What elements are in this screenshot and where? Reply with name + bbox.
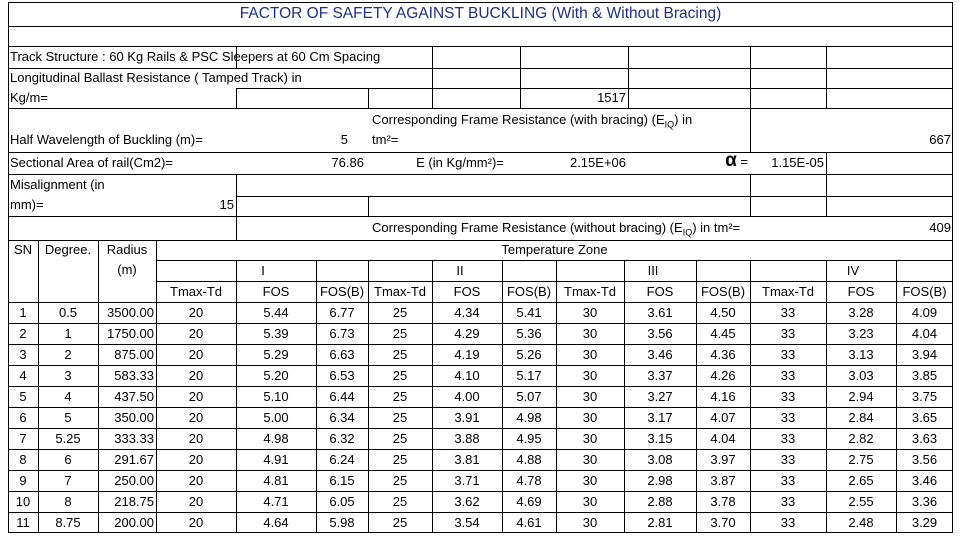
radius-cell: 333.33 [114,431,154,446]
grid-line [8,216,953,217]
sn-cell: 6 [19,410,27,425]
zone3-fos-cell: 3.37 [647,368,673,383]
zone3-fosb-cell: 4.36 [710,347,736,362]
degree-cell: 1 [64,326,72,341]
zone1-tmax-cell: 20 [188,473,204,488]
zone1-tmax-cell: 20 [188,431,204,446]
zone4-fosb-cell: 4.04 [911,326,938,341]
zone4-fosb-cell: 3.85 [911,368,938,383]
sn-cell: 11 [16,515,30,530]
zone3-tmax-cell: 30 [582,494,598,509]
degree-cell: 7 [64,473,72,488]
header-fos-b: FOS(B) [902,284,947,299]
zone2-fosb-cell: 4.88 [516,452,542,467]
zone1-fosb-cell: 6.44 [329,389,355,404]
degree-cell: 6 [64,452,72,467]
header-zone-2: II [456,263,464,278]
alpha-value: 1.15E-05 [771,155,824,170]
sn-cell: 8 [19,452,27,467]
grid-line [750,46,751,152]
radius-cell: 3500.00 [107,305,154,320]
zone1-fosb-cell: 6.34 [329,410,355,425]
zone3-tmax-cell: 30 [582,389,598,404]
zone1-fos-cell: 5.39 [263,326,289,341]
frame-with-text: Corresponding Frame Resistance (with bracing) (E [372,112,665,127]
zone1-tmax-cell: 20 [188,347,204,362]
alpha-symbol: α [725,150,737,171]
misalignment-label: Misalignment (in [10,177,105,192]
degree-cell: 5.25 [55,431,81,446]
zone4-fosb-cell: 3.63 [911,431,938,446]
header-tmax-td: Tmax-Td [374,284,426,299]
header-degree: Degree. [44,242,92,257]
zone4-tmax-cell: 33 [780,410,796,425]
zone2-fosb-cell: 5.26 [516,347,542,362]
zone2-tmax-cell: 25 [392,410,408,425]
zone1-fosb-cell: 6.77 [329,305,355,320]
zone3-tmax-cell: 30 [582,452,598,467]
zone1-fosb-cell: 6.32 [329,431,355,446]
alpha-label [680,151,750,173]
header-fos-b: FOS(B) [700,284,746,299]
zone2-tmax-cell: 25 [392,326,408,341]
frame-with-subscript: IQ [664,119,675,130]
header-zone-1: I [261,263,265,278]
zone1-fos-cell: 5.00 [263,410,289,425]
degree-cell: 3 [64,368,72,383]
header-tmax-td: Tmax-Td [564,284,616,299]
radius-cell: 350.00 [114,410,154,425]
zone4-tmax-cell: 33 [780,515,796,530]
degree-cell: 8.75 [55,515,81,530]
zone3-fosb-cell: 4.04 [710,431,736,446]
zone1-fosb-cell: 6.24 [329,452,355,467]
grid-line [750,174,751,216]
zone3-fos-cell: 2.88 [647,494,673,509]
zone1-fos-cell: 5.10 [263,389,289,404]
degree-cell: 0.5 [58,305,78,320]
zone1-fos-cell: 4.71 [263,494,289,509]
zone4-fos-cell: 2.84 [848,410,874,425]
frame-without-subscript: IQ [682,227,693,238]
zone1-fos-cell: 4.91 [263,452,289,467]
zone3-tmax-cell: 30 [582,347,598,362]
zone2-fosb-cell: 4.78 [516,473,542,488]
zone1-fos-cell: 4.81 [263,473,289,488]
degree-cell: 5 [64,410,72,425]
grid-line [236,196,953,197]
header-tmax-td: Tmax-Td [170,284,222,299]
zone3-fos-cell: 3.46 [647,347,673,362]
zone3-tmax-cell: 30 [582,515,598,530]
header-fos: FOS [646,284,674,299]
sn-cell: 5 [19,389,27,404]
sn-cell: 10 [15,494,31,509]
radius-cell: 250.00 [114,473,154,488]
misalignment-unit-label: mm)= [10,197,44,212]
zone2-tmax-cell: 25 [392,347,408,362]
grid-line [368,88,369,108]
zone3-fos-cell: 3.61 [647,305,673,320]
zone1-tmax-cell: 20 [188,326,204,341]
sectional-area-label: Sectional Area of rail(Cm2)= [10,155,173,170]
zone4-tmax-cell: 33 [780,368,796,383]
zone4-fosb-cell: 3.94 [911,347,938,362]
zone4-tmax-cell: 33 [780,326,796,341]
zone4-fosb-cell: 3.46 [911,473,938,488]
zone1-tmax-cell: 20 [188,389,204,404]
track-structure-label: Track Structure : 60 Kg Rails & PSC Sleepers at 60 Cm Spacing [10,49,381,64]
zone3-fosb-cell: 3.87 [710,473,736,488]
zone4-tmax-cell: 33 [780,452,796,467]
header-zone-4: IV [846,263,860,278]
header-fos: FOS [262,284,290,299]
zone4-fosb-cell: 3.75 [911,389,938,404]
sn-cell: 2 [19,326,27,341]
zone4-tmax-cell: 33 [780,431,796,446]
zone1-tmax-cell: 20 [188,515,204,530]
zone2-fosb-cell: 4.61 [516,515,542,530]
zone2-fos-cell: 3.54 [454,515,480,530]
zone4-fos-cell: 2.65 [848,473,874,488]
degree-cell: 2 [64,347,72,362]
zone3-tmax-cell: 30 [582,431,598,446]
zone2-fosb-cell: 5.07 [516,389,542,404]
header-tmax-td: Tmax-Td [762,284,814,299]
zone1-fos-cell: 4.98 [263,431,289,446]
zone1-tmax-cell: 20 [188,410,204,425]
header-temperature-zone: Temperature Zone [501,242,608,257]
zone1-tmax-cell: 20 [188,305,204,320]
radius-cell: 1750.00 [107,326,154,341]
zone2-fosb-cell: 5.41 [516,305,542,320]
zone4-fosb-cell: 3.56 [911,452,938,467]
zone2-tmax-cell: 25 [392,515,408,530]
zone2-fos-cell: 3.71 [454,473,480,488]
zone3-tmax-cell: 30 [582,326,598,341]
alpha-equals: = [740,154,748,169]
radius-cell: 291.67 [114,452,154,467]
zone2-fosb-cell: 5.36 [516,326,542,341]
zone3-fos-cell: 3.27 [647,389,673,404]
zone1-fos-cell: 5.20 [263,368,289,383]
zone1-tmax-cell: 20 [188,452,204,467]
zone3-fos-cell: 3.56 [647,326,673,341]
zone2-tmax-cell: 25 [392,494,408,509]
frame-resistance-without-bracing-value: 409 [929,220,951,235]
zone3-tmax-cell: 30 [582,473,598,488]
zone3-fos-cell: 3.08 [647,452,673,467]
zone1-tmax-cell: 20 [188,368,204,383]
zone4-fos-cell: 2.94 [848,389,874,404]
zone4-tmax-cell: 33 [780,473,796,488]
grid-line [236,88,237,108]
zone4-fos-cell: 2.82 [848,431,874,446]
header-zone-3: III [647,263,659,278]
elastic-modulus-value: 2.15E+06 [569,155,626,170]
header-fos: FOS [847,284,875,299]
zone2-fos-cell: 4.34 [454,305,480,320]
degree-cell: 8 [64,494,72,509]
grid-line [368,196,369,216]
zone3-fosb-cell: 4.07 [710,410,736,425]
zone3-fosb-cell: 3.70 [710,515,736,530]
zone2-tmax-cell: 25 [392,452,408,467]
grid-line [236,174,237,240]
zone3-tmax-cell: 30 [582,305,598,320]
zone3-fosb-cell: 4.45 [710,326,736,341]
zone2-fos-cell: 4.00 [454,389,480,404]
grid-line [8,108,953,109]
zone2-fos-cell: 3.88 [454,431,480,446]
sn-cell: 4 [19,368,27,383]
zone3-fos-cell: 2.81 [647,515,673,530]
zone2-tmax-cell: 25 [392,305,408,320]
radius-cell: 583.33 [114,368,154,383]
zone3-fos-cell: 2.98 [647,473,673,488]
radius-cell: 875.00 [114,347,154,362]
grid-line [8,26,953,27]
zone4-fosb-cell: 4.09 [911,305,938,320]
grid-line [826,152,827,216]
zone1-fosb-cell: 6.63 [329,347,355,362]
frame-resistance-with-bracing-unit: tm²= [372,132,399,147]
zone3-fosb-cell: 4.50 [710,305,736,320]
ballast-resistance-value: 1517 [597,90,626,105]
zone2-tmax-cell: 25 [392,368,408,383]
zone3-tmax-cell: 30 [582,410,598,425]
zone1-fosb-cell: 6.05 [329,494,355,509]
half-wavelength-value: 5 [340,132,348,147]
zone3-tmax-cell: 30 [582,368,598,383]
zone1-fos-cell: 4.64 [263,515,289,530]
radius-cell: 200.00 [114,515,154,530]
zone3-fosb-cell: 4.16 [710,389,736,404]
header-fos-b: FOS(B) [506,284,552,299]
zone2-fosb-cell: 4.69 [516,494,542,509]
half-wavelength-label: Half Wavelength of Buckling (m)= [10,132,203,147]
degree-cell: 4 [64,389,72,404]
ballast-resistance-label: Longitudinal Ballast Resistance ( Tamped Track) in [10,70,302,85]
zone1-fosb-cell: 6.53 [329,368,355,383]
radius-cell: 218.75 [114,494,154,509]
zone1-fosb-cell: 6.73 [329,326,355,341]
zone2-fos-cell: 3.81 [454,452,480,467]
header-fos: FOS [453,284,481,299]
zone4-fos-cell: 3.28 [848,305,874,320]
zone3-fos-cell: 3.17 [647,410,673,425]
zone2-tmax-cell: 25 [392,431,408,446]
zone2-fos-cell: 4.19 [454,347,480,362]
sn-cell: 9 [19,473,27,488]
zone4-fosb-cell: 3.36 [911,494,938,509]
frame-without-text-end: ) in tm²= [692,220,741,235]
frame-resistance-with-bracing-label [370,110,750,130]
sn-cell: 1 [19,305,27,320]
zone4-fos-cell: 2.48 [848,515,874,530]
frame-resistance-without-bracing-label [370,218,830,238]
zone3-fos-cell: 3.15 [647,431,673,446]
zone4-tmax-cell: 33 [780,347,796,362]
misalignment-value: 15 [219,197,234,212]
zone2-tmax-cell: 25 [392,473,408,488]
zone2-fos-cell: 3.62 [454,494,480,509]
zone1-fosb-cell: 5.98 [329,515,355,530]
header-radius: Radius [106,242,148,257]
zone2-fosb-cell: 4.98 [516,410,542,425]
zone4-tmax-cell: 33 [780,305,796,320]
grid-line [826,46,827,108]
header-sn: SN [13,242,33,257]
header-fos-b: FOS(B) [319,284,365,299]
zone2-fos-cell: 4.29 [454,326,480,341]
zone1-fos-cell: 5.29 [263,347,289,362]
zone2-fos-cell: 4.10 [454,368,480,383]
sn-cell: 7 [19,431,27,446]
page-title: FACTOR OF SAFETY AGAINST BUCKLING (With & Without Bracing) [239,5,722,22]
zone1-fosb-cell: 6.15 [329,473,355,488]
zone2-fosb-cell: 5.17 [516,368,542,383]
zone4-fos-cell: 2.75 [848,452,874,467]
zone3-fosb-cell: 3.97 [710,452,736,467]
grid-line [628,46,629,108]
header-radius-unit: (m) [117,262,137,277]
zone4-tmax-cell: 33 [780,494,796,509]
zone4-fosb-cell: 3.65 [911,410,938,425]
zone1-fos-cell: 5.44 [263,305,289,320]
zone4-fos-cell: 3.13 [848,347,874,362]
zone4-tmax-cell: 33 [780,389,796,404]
ballast-resistance-unit-label: Kg/m= [10,90,48,105]
zone4-fos-cell: 2.55 [848,494,874,509]
frame-without-text: Corresponding Frame Resistance (without bracing) (E [372,220,683,235]
radius-cell: 437.50 [114,389,154,404]
zone4-fos-cell: 3.03 [848,368,874,383]
zone3-fosb-cell: 3.78 [710,494,736,509]
zone2-fosb-cell: 4.95 [516,431,542,446]
zone4-fos-cell: 3.23 [848,326,874,341]
zone2-tmax-cell: 25 [392,389,408,404]
frame-resistance-with-bracing-value: 667 [929,132,951,147]
frame-with-text-end: ) in [674,112,693,127]
elastic-modulus-label: E (in Kg/mm²)= [416,155,504,170]
zone2-fos-cell: 3.91 [454,410,480,425]
sn-cell: 3 [19,347,27,362]
sectional-area-value: 76.86 [331,155,364,170]
zone3-fosb-cell: 4.26 [710,368,736,383]
zone4-fosb-cell: 3.29 [911,515,938,530]
zone1-tmax-cell: 20 [188,494,204,509]
